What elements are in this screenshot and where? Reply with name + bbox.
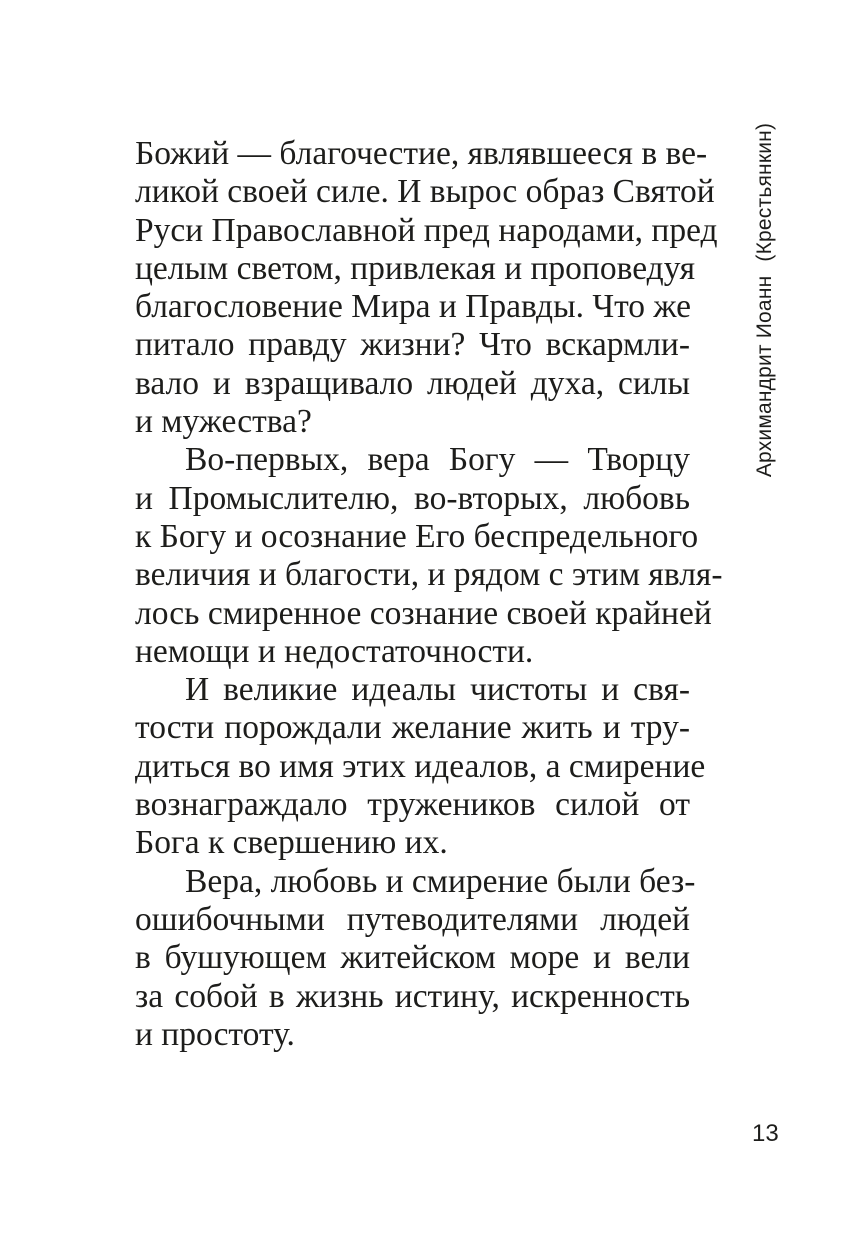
text-line: питало правду жизни? Что вскармли- bbox=[135, 326, 690, 364]
paragraph-1 bbox=[135, 135, 718, 441]
text-line: благословение Мира и Правды. Что же bbox=[135, 288, 691, 326]
text-line: лось смиренное сознание своей крайней bbox=[135, 594, 712, 632]
text-line: за собой в жизнь истину, искренность bbox=[135, 977, 690, 1015]
text-line: и мужества? bbox=[135, 403, 312, 441]
text-line: и Промыслителю, во-вторых, любовь bbox=[135, 479, 690, 517]
text-line: вало и взращивало людей духа, силы bbox=[135, 364, 690, 402]
running-head-author: Архимандрит Иоанн bbox=[753, 275, 776, 478]
paragraph-4 bbox=[135, 862, 696, 1054]
text-line: Во-первых, вера Богу — Творцу bbox=[185, 441, 690, 479]
text-line: тости порождали желание жить и тру- bbox=[135, 709, 690, 747]
text-line: и простоту. bbox=[135, 1015, 295, 1053]
text-line: ликой своей силе. И вырос образ Святой bbox=[135, 173, 715, 211]
text-line: вознаграждало тружеников силой от bbox=[135, 786, 690, 824]
text-line: в бушующем житейском море и вели bbox=[135, 939, 690, 977]
running-head-surname: (Крестьянкин) bbox=[753, 122, 776, 262]
running-head bbox=[753, 123, 777, 477]
text-line: диться во имя этих идеалов, а смирение bbox=[135, 747, 706, 785]
text-line: Вера, любовь и смирение были без- bbox=[185, 862, 696, 900]
text-line: Руси Православной пред народами, пред bbox=[135, 211, 718, 249]
text-line: И великие идеалы чистоты и свя- bbox=[185, 671, 690, 709]
page-number: 13 bbox=[752, 1120, 779, 1147]
text-line: Божий — благочестие, являвшееся в ве- bbox=[135, 135, 708, 172]
text-line: Бога к свершению их. bbox=[135, 824, 448, 862]
paragraph-2 bbox=[135, 441, 723, 671]
text-line: немощи и недостаточности. bbox=[135, 632, 534, 670]
text-line: величия и благости, и рядом с этим явля- bbox=[135, 556, 723, 594]
body-text bbox=[135, 135, 723, 1054]
paragraph-3 bbox=[135, 671, 706, 862]
text-line: целым светом, привлекая и проповедуя bbox=[135, 249, 696, 287]
text-line: к Богу и осознание Его беспредельного bbox=[135, 517, 699, 555]
text-line: ошибочными путеводителями людей bbox=[135, 900, 690, 938]
